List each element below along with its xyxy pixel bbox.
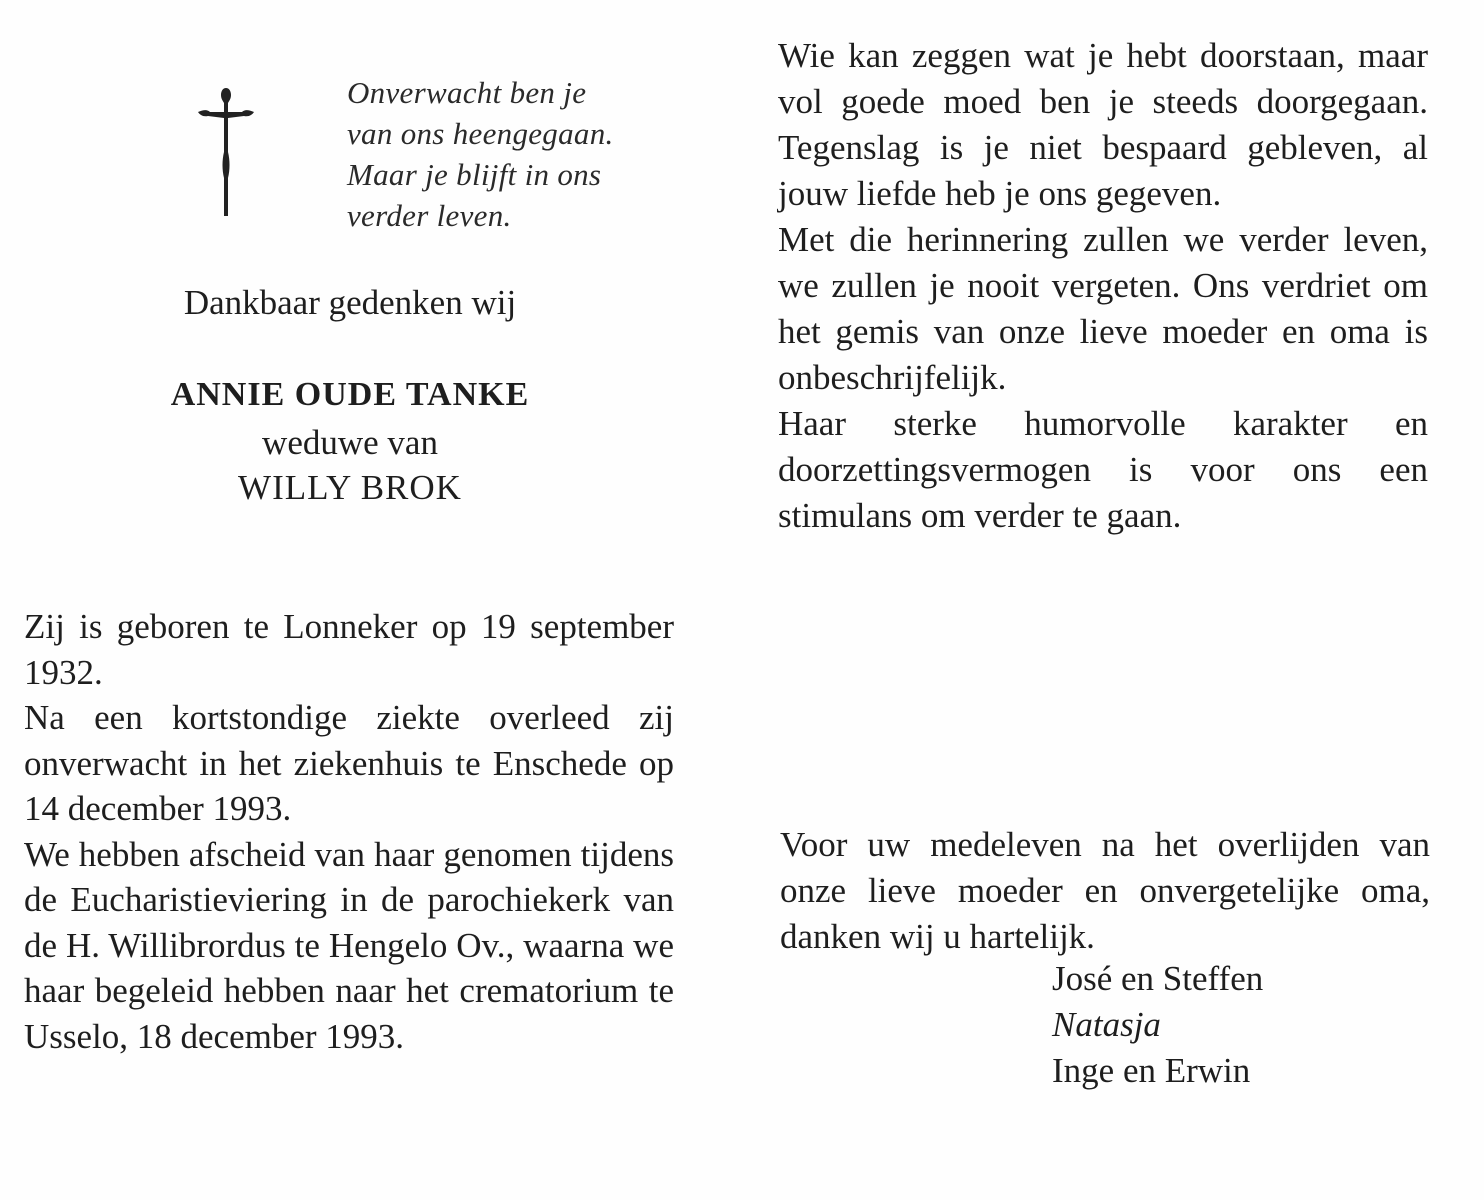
- intro-text: Dankbaar gedenken wij: [183, 283, 517, 322]
- signature-line: José en Steffen: [1052, 959, 1264, 998]
- bio-paragraph: Zij is geboren te Lonneker op 19 september 1932.: [24, 607, 674, 692]
- cross-icon: [190, 82, 262, 218]
- deceased-name: ANNIE OUDE TANKE: [170, 376, 530, 413]
- signature-line: Natasja: [1052, 1005, 1161, 1044]
- poem-line: Maar je blijft in ons: [347, 157, 602, 192]
- bio-paragraph: Na een kortstondige ziekte overleed zij onverwacht in het ziekenhuis te Enschede op 14 december 1993.: [24, 698, 674, 828]
- spouse-name: WILLY BROK: [238, 468, 462, 507]
- signatures: [1052, 956, 1263, 1094]
- poem-line: van ons heengegaan.: [347, 116, 614, 151]
- poem-line: Onverwacht ben je: [347, 75, 587, 110]
- biography: [24, 604, 674, 1059]
- signature-line: Inge en Erwin: [1052, 1051, 1251, 1090]
- thank-you-text: Voor uw medeleven na het overlijden van onze lieve moeder en onvergetelijke oma, danken wij u hartelijk.: [780, 825, 1430, 956]
- verse: [778, 33, 1428, 539]
- relation-text: weduwe van: [262, 423, 438, 462]
- verse-paragraph: Met die herinnering zullen we verder leven, we zullen je nooit vergeten. Ons verdriet om het gemis van onze lieve moeder en oma is onbeschrijfelijk.: [778, 220, 1428, 397]
- poem: [347, 72, 677, 236]
- verse-paragraph: Haar sterke humorvolle karakter en doorzettingsvermogen is voor ons een stimulans om verder te gaan.: [778, 404, 1428, 535]
- bio-paragraph: We hebben afscheid van haar genomen tijdens de Eucharistieviering in de parochiekerk van de H. Willibrordus te Hengelo Ov., waarna we haar begeleid hebben naar het crematorium te Usselo, 18 december 1993.: [24, 834, 674, 1056]
- verse-paragraph: Wie kan zeggen wat je hebt doorstaan, maar vol goede moed ben je steeds doorgegaan. Tegenslag is je niet bespaard gebleven, al jouw liefde heb je ons gegeven.: [778, 36, 1428, 213]
- poem-line: verder leven.: [347, 198, 512, 233]
